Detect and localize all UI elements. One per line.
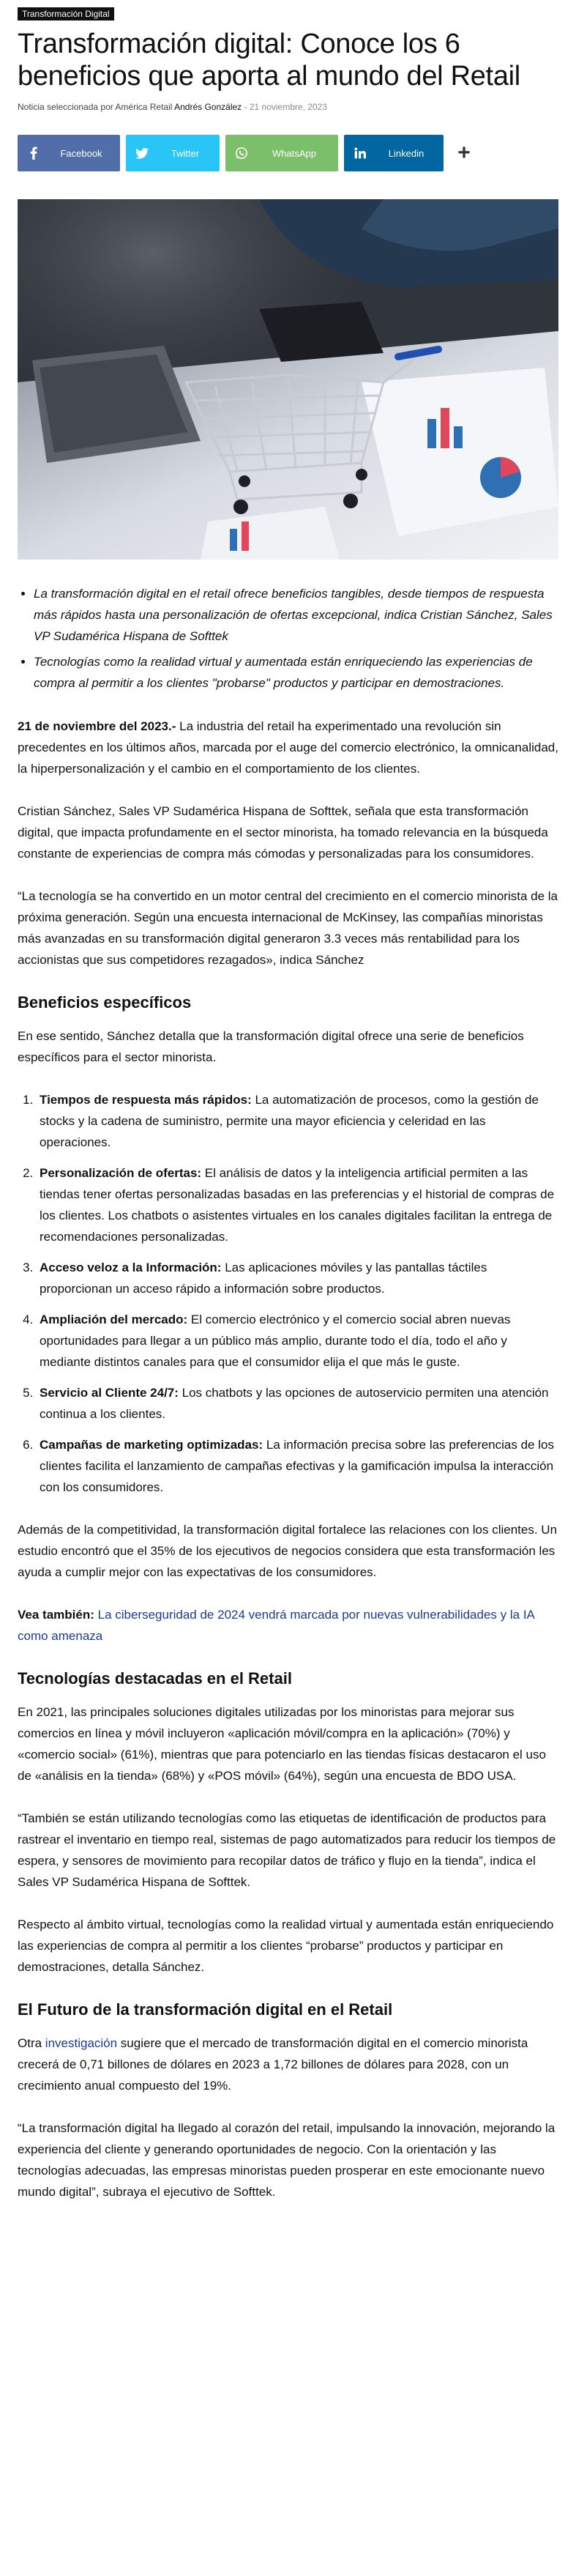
- list-item: [37, 1089, 558, 1153]
- twitter-label: Twitter: [171, 147, 200, 159]
- section-heading-tech: Tecnologías destacadas en el Retail: [18, 1669, 292, 1688]
- benefits-list: [18, 1089, 558, 1498]
- meta-separator: -: [244, 102, 247, 112]
- paragraph: Cristian Sánchez, Sales VP Sudamérica Hispana de Softtek, señala que esta transformación digital, que impacta profundamente en el sector minorista, ha tomado relevancia en la búsqueda constante de experiencias de compra más cómodas y personalizadas para los consumidores.: [18, 804, 548, 861]
- benefit-title: Tiempos de respuesta más rápidos:: [40, 1093, 252, 1107]
- benefit-title: Campañas de marketing optimizadas:: [40, 1438, 263, 1452]
- list-item: [37, 1382, 558, 1425]
- paragraph: En ese sentido, Sánchez detalla que la transformación digital ofrece una serie de beneficios específicos para el sector minorista.: [18, 1029, 524, 1064]
- twitter-share-button[interactable]: [126, 135, 220, 171]
- linkedin-share-button[interactable]: [344, 135, 444, 171]
- quote-paragraph: “La tecnología se ha convertido en un motor central del crecimiento en el comercio minorista de la próxima generación. Según una encuesta internacional de McKinsey, las compañías minoristas más avanzadas en su transformación digital generaron 3.3 veces más rentabilidad para los accionistas que sus competidores rezagados», indica Sánchez: [18, 889, 558, 967]
- facebook-label: Facebook: [60, 147, 102, 159]
- whatsapp-icon: [225, 135, 258, 171]
- article-meta: [18, 101, 558, 113]
- benefit-text: Las aplicaciones móviles y las pantallas táctiles proporcionan un acceso rápido a información sobre productos.: [40, 1261, 487, 1296]
- quote-paragraph: “La transformación digital ha llegado al corazón del retail, impulsando la innovación, mejorando la experiencia del cliente y generando oportunidades de negocio. Con la orientación y las tecnologías adecuadas, las empresas minoristas pueden prosperar en este emocionante nuevo mundo digital”, subraya el ejecutivo de Softtek.: [18, 2121, 556, 2199]
- paragraph: En 2021, las principales soluciones digitales utilizadas por los minoristas para mejorar sus comercios en línea y móvil incluyeron «aplicación móvil/compra en la aplicación» (70%) y «comercio social» (61%), mientras que para potenciarlo en las tiendas físicas destacaron el uso de «análisis en la tienda» (68%) y «POS móvil» (64%), según una encuesta de BDO USA.: [18, 1705, 546, 1783]
- benefit-text: La información precisa sobre las preferencias de los clientes facilita el lanzamiento de campañas efectivas y la gamificación impulsa la interacción con los consumidores.: [40, 1438, 554, 1494]
- linkedin-label: Linkedin: [388, 147, 424, 159]
- article-body: [18, 716, 558, 2202]
- benefit-title: Servicio al Cliente 24/7:: [40, 1386, 179, 1400]
- see-also-link[interactable]: La ciberseguridad de 2024 vendrá marcada por nuevas vulnerabilidades y la IA como amenaza: [18, 1608, 534, 1643]
- list-item: [37, 1162, 558, 1247]
- paragraph: [18, 2033, 558, 2096]
- facebook-icon: [18, 135, 50, 171]
- publish-date: 21 noviembre, 2023: [249, 102, 327, 112]
- whatsapp-label: WhatsApp: [272, 147, 316, 159]
- see-also: [18, 1604, 558, 1647]
- hero-image: [18, 199, 558, 560]
- summary-bullet: • La transformación digital en el retail ofrece beneficios tangibles, desde tiempos de respuesta más rápidos hasta una personalización de ofertas excepcional, indica Cristian Sánchez, Sales VP Sudamérica Hispana de Softtek: [34, 583, 558, 647]
- selected-by-text: Noticia seleccionada por América Retail: [18, 102, 173, 112]
- dateline: 21 de noviembre del 2023.-: [18, 719, 176, 733]
- article-title: Transformación digital: Conoce los 6 beneficios que aporta al mundo del Retail: [18, 29, 520, 92]
- text-before-link: Otra: [18, 2036, 45, 2050]
- category-tag[interactable]: Transformación Digital: [18, 7, 114, 21]
- section-heading-future: El Futuro de la transformación digital en el Retail: [18, 2000, 393, 2019]
- benefit-text: La automatización de procesos, como la gestión de stocks y la cadena de suministro, permite una mayor eficiencia y celeridad en las operaciones.: [40, 1093, 539, 1149]
- text-after-link: sugiere que el mercado de transformación digital en el comercio minorista crecerá de 0,71 billones de dólares en 2023 a 1,72 billones de dólares para 2028, con un crecimiento anual compuesto del 19%.: [18, 2036, 528, 2093]
- shopping-cart-illustration: [18, 199, 558, 560]
- list-item: [37, 1434, 558, 1498]
- intro-text: La industria del retail ha experimentado una revolución sin precedentes en los últimos años, marcada por el auge del comercio electrónico, la omnicanalidad, la hiperpersonalización y el cambio en el comportamiento de los clientes.: [18, 719, 558, 776]
- intro-paragraph: [18, 716, 558, 779]
- benefit-text: Los chatbots y las opciones de autoservicio permiten una atención continua a los clientes.: [40, 1386, 549, 1421]
- benefit-text: El comercio electrónico y el comercio social abren nuevas oportunidades para llegar a un público más amplio, durante todo el día, todo el año y mediante distintos canales para que el consumidor elija el que más le guste.: [40, 1313, 511, 1369]
- research-link[interactable]: investigación: [45, 2036, 118, 2050]
- summary-bullet: • Tecnologías como la realidad virtual y aumentada están enriqueciendo las experiencias de compra al permitir a los clientes "probarse" productos y participar en demostraciones.: [34, 651, 558, 694]
- benefit-title: Acceso veloz a la Información:: [40, 1261, 222, 1274]
- author-link[interactable]: Andrés González: [174, 102, 242, 112]
- whatsapp-share-button[interactable]: [225, 135, 338, 171]
- benefit-text: El análisis de datos y la inteligencia artificial permiten a las tiendas tener ofertas personalizadas basadas en las preferencias y el historial de compras de los clientes. Los chatbots o asistentes virtuales en los canales digitales facilitan la entrega de recomendaciones personalizadas.: [40, 1166, 555, 1244]
- summary-bullets: [18, 583, 558, 694]
- paragraph: Respecto al ámbito virtual, tecnologías como la realidad virtual y aumentada están enriqueciendo las experiencias de compra al permitir a los clientes “probarse” productos y participar en demostraciones, detalla Sánchez.: [18, 1918, 554, 1974]
- more-share-button[interactable]: +: [457, 141, 471, 165]
- benefit-title: Ampliación del mercado:: [40, 1313, 188, 1326]
- linkedin-icon: [344, 135, 376, 171]
- benefit-title: Personalización de ofertas:: [40, 1166, 202, 1180]
- share-bar: [18, 135, 558, 171]
- section-heading-benefits: Beneficios específicos: [18, 993, 192, 1012]
- see-also-label: Vea también:: [18, 1608, 94, 1622]
- list-item: [37, 1257, 558, 1299]
- quote-paragraph: “También se están utilizando tecnologías como las etiquetas de identificación de productos para rastrear el inventario en tiempo real, sistemas de pago automatizados para reducir los tiempos de espera, y sensores de movimiento para recopilar datos de tráfico y flujo en la tienda”, indica el Sales VP Sudamérica Hispana de Softtek.: [18, 1811, 556, 1889]
- list-item: [37, 1309, 558, 1373]
- twitter-icon: [126, 135, 158, 171]
- facebook-share-button[interactable]: [18, 135, 120, 171]
- paragraph: Además de la competitividad, la transformación digital fortalece las relaciones con los clientes. Un estudio encontró que el 35% de los ejecutivos de negocios considera que esta transformación les ayuda a cumplir mejor con las expectativas de los consumidores.: [18, 1523, 558, 1579]
